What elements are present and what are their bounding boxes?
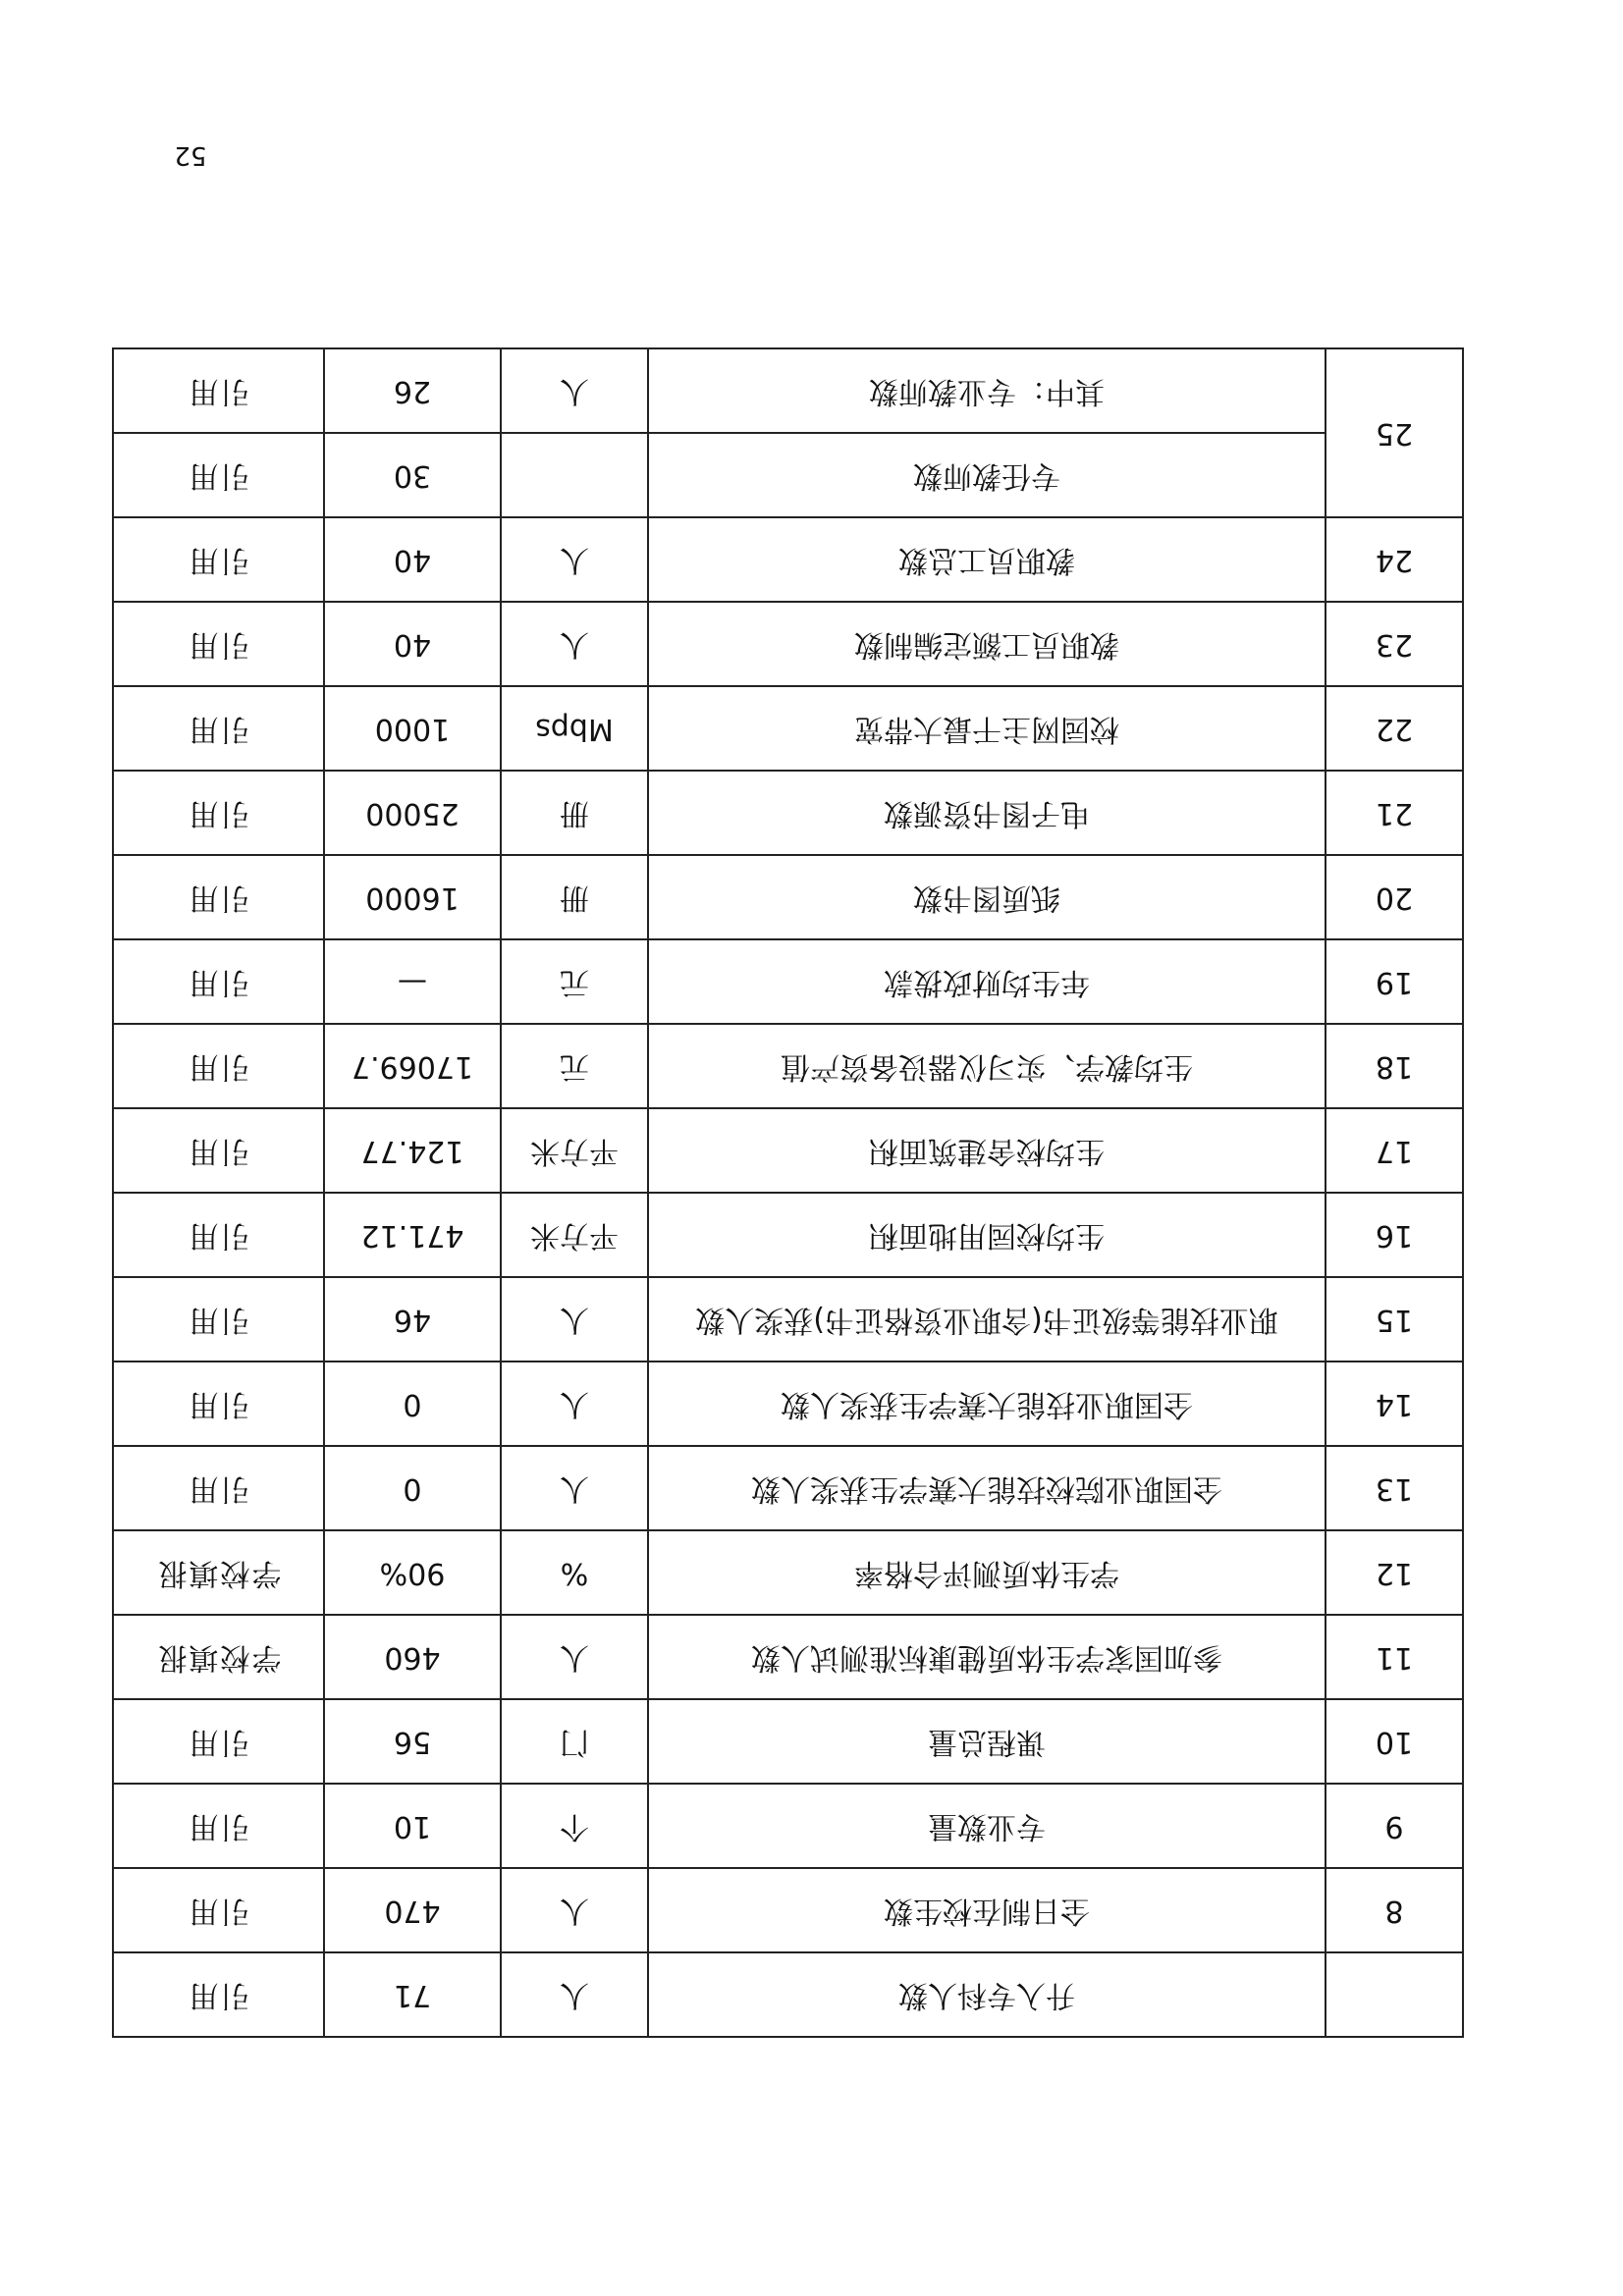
unit: 个 — [501, 1784, 648, 1868]
table-row — [113, 1108, 1463, 1193]
table-row — [113, 939, 1463, 1024]
value: 90% — [324, 1530, 501, 1615]
statistics-table — [112, 347, 1464, 2038]
row-number: 11 — [1325, 1615, 1463, 1699]
indicator-name: 专任教师数 — [648, 433, 1325, 517]
unit: 人 — [501, 602, 648, 686]
indicator-name: 学生体质测评合格率 — [648, 1530, 1325, 1615]
value: — — [324, 939, 501, 1024]
unit: 门 — [501, 1699, 648, 1784]
data-source: 引用 — [113, 686, 324, 771]
table-row — [113, 1615, 1463, 1699]
table-row — [113, 855, 1463, 939]
table-row — [113, 1868, 1463, 1952]
table-row — [113, 1530, 1463, 1615]
value: 71 — [324, 1952, 501, 2037]
indicator-name: 全国职业技能大赛学生获奖人数 — [648, 1362, 1325, 1446]
row-number: 16 — [1325, 1193, 1463, 1277]
unit: 人 — [501, 1446, 648, 1530]
data-source: 学校填报 — [113, 1615, 324, 1699]
data-source: 引用 — [113, 855, 324, 939]
table-row — [113, 602, 1463, 686]
table-row — [113, 771, 1463, 855]
data-source: 引用 — [113, 348, 324, 433]
page-number: 52 — [174, 140, 207, 170]
value: 17069.7 — [324, 1024, 501, 1108]
row-number: 17 — [1325, 1108, 1463, 1193]
indicator-name: 升入专科人数 — [648, 1952, 1325, 2037]
value: 0 — [324, 1362, 501, 1446]
data-source: 引用 — [113, 602, 324, 686]
indicator-name: 生均校园用地面积 — [648, 1193, 1325, 1277]
row-number: 9 — [1325, 1784, 1463, 1868]
row-number: 24 — [1325, 517, 1463, 602]
data-source: 引用 — [113, 1868, 324, 1952]
table-row — [113, 517, 1463, 602]
indicator-name: 年生均财政拨款 — [648, 939, 1325, 1024]
value: 46 — [324, 1277, 501, 1362]
value: 471.12 — [324, 1193, 501, 1277]
unit: 人 — [501, 1362, 648, 1446]
data-source: 引用 — [113, 1952, 324, 2037]
value: 1000 — [324, 686, 501, 771]
unit: 人 — [501, 1952, 648, 2037]
row-number: 21 — [1325, 771, 1463, 855]
indicator-name: 电子图书资源数 — [648, 771, 1325, 855]
data-source: 引用 — [113, 939, 324, 1024]
indicator-name: 生均校舍建筑面积 — [648, 1108, 1325, 1193]
value: 124.77 — [324, 1108, 501, 1193]
unit: 元 — [501, 1024, 648, 1108]
value: 0 — [324, 1446, 501, 1530]
value: 26 — [324, 348, 501, 433]
table-row — [113, 348, 1463, 433]
unit: 人 — [501, 517, 648, 602]
indicator-name: 校园网主干最大带宽 — [648, 686, 1325, 771]
unit: 元 — [501, 939, 648, 1024]
data-source: 引用 — [113, 1024, 324, 1108]
indicator-name: 生均教学、实习仪器设备资产值 — [648, 1024, 1325, 1108]
indicator-name: 全国职业院校技能大赛学生获奖人数 — [648, 1446, 1325, 1530]
indicator-name: 课程总量 — [648, 1699, 1325, 1784]
unit: 人 — [501, 1615, 648, 1699]
data-source: 引用 — [113, 1784, 324, 1868]
table-row — [113, 1952, 1463, 2037]
row-number: 8 — [1325, 1868, 1463, 1952]
data-source: 引用 — [113, 1277, 324, 1362]
value: 40 — [324, 602, 501, 686]
unit: 人 — [501, 348, 648, 433]
table-row — [113, 1784, 1463, 1868]
row-number: 10 — [1325, 1699, 1463, 1784]
data-source: 引用 — [113, 771, 324, 855]
unit: 人 — [501, 1868, 648, 1952]
unit: 册 — [501, 855, 648, 939]
unit: % — [501, 1530, 648, 1615]
row-number — [1325, 1952, 1463, 2037]
row-number: 20 — [1325, 855, 1463, 939]
data-source: 引用 — [113, 1362, 324, 1446]
table-row — [113, 1446, 1463, 1530]
value: 460 — [324, 1615, 501, 1699]
value: 30 — [324, 433, 501, 517]
data-source: 引用 — [113, 517, 324, 602]
data-source: 引用 — [113, 1193, 324, 1277]
unit: 册 — [501, 771, 648, 855]
value: 56 — [324, 1699, 501, 1784]
indicator-name: 全日制在校生数 — [648, 1868, 1325, 1952]
table-row — [113, 1699, 1463, 1784]
table-row — [113, 1277, 1463, 1362]
indicator-name: 纸质图书数 — [648, 855, 1325, 939]
value: 25000 — [324, 771, 501, 855]
value: 470 — [324, 1868, 501, 1952]
unit: 平方米 — [501, 1108, 648, 1193]
unit: 人 — [501, 1277, 648, 1362]
row-number: 14 — [1325, 1362, 1463, 1446]
unit — [501, 433, 648, 517]
row-number: 19 — [1325, 939, 1463, 1024]
indicator-name: 其中：专业教师数 — [648, 348, 1325, 433]
value: 16000 — [324, 855, 501, 939]
indicator-name: 专业数量 — [648, 1784, 1325, 1868]
value: 40 — [324, 517, 501, 602]
row-number: 13 — [1325, 1446, 1463, 1530]
table-row — [113, 1193, 1463, 1277]
row-number: 12 — [1325, 1530, 1463, 1615]
data-source: 引用 — [113, 1699, 324, 1784]
indicator-name: 职业技能等级证书(含职业资格证书)获奖人数 — [648, 1277, 1325, 1362]
row-number: 18 — [1325, 1024, 1463, 1108]
indicator-name: 教职员工额定编制数 — [648, 602, 1325, 686]
row-number: 15 — [1325, 1277, 1463, 1362]
row-number: 22 — [1325, 686, 1463, 771]
table-row — [113, 686, 1463, 771]
data-source: 引用 — [113, 1446, 324, 1530]
indicator-name: 参加国家学生体质健康标准测试人数 — [648, 1615, 1325, 1699]
data-source: 引用 — [113, 433, 324, 517]
row-number: 23 — [1325, 602, 1463, 686]
value: 10 — [324, 1784, 501, 1868]
data-source: 引用 — [113, 1108, 324, 1193]
unit: Mbps — [501, 686, 648, 771]
table-row — [113, 1024, 1463, 1108]
table-row — [113, 433, 1463, 517]
table-row — [113, 1362, 1463, 1446]
unit: 平方米 — [501, 1193, 648, 1277]
row-number: 25 — [1325, 348, 1463, 517]
data-source: 学校填报 — [113, 1530, 324, 1615]
indicator-name: 教职员工总数 — [648, 517, 1325, 602]
